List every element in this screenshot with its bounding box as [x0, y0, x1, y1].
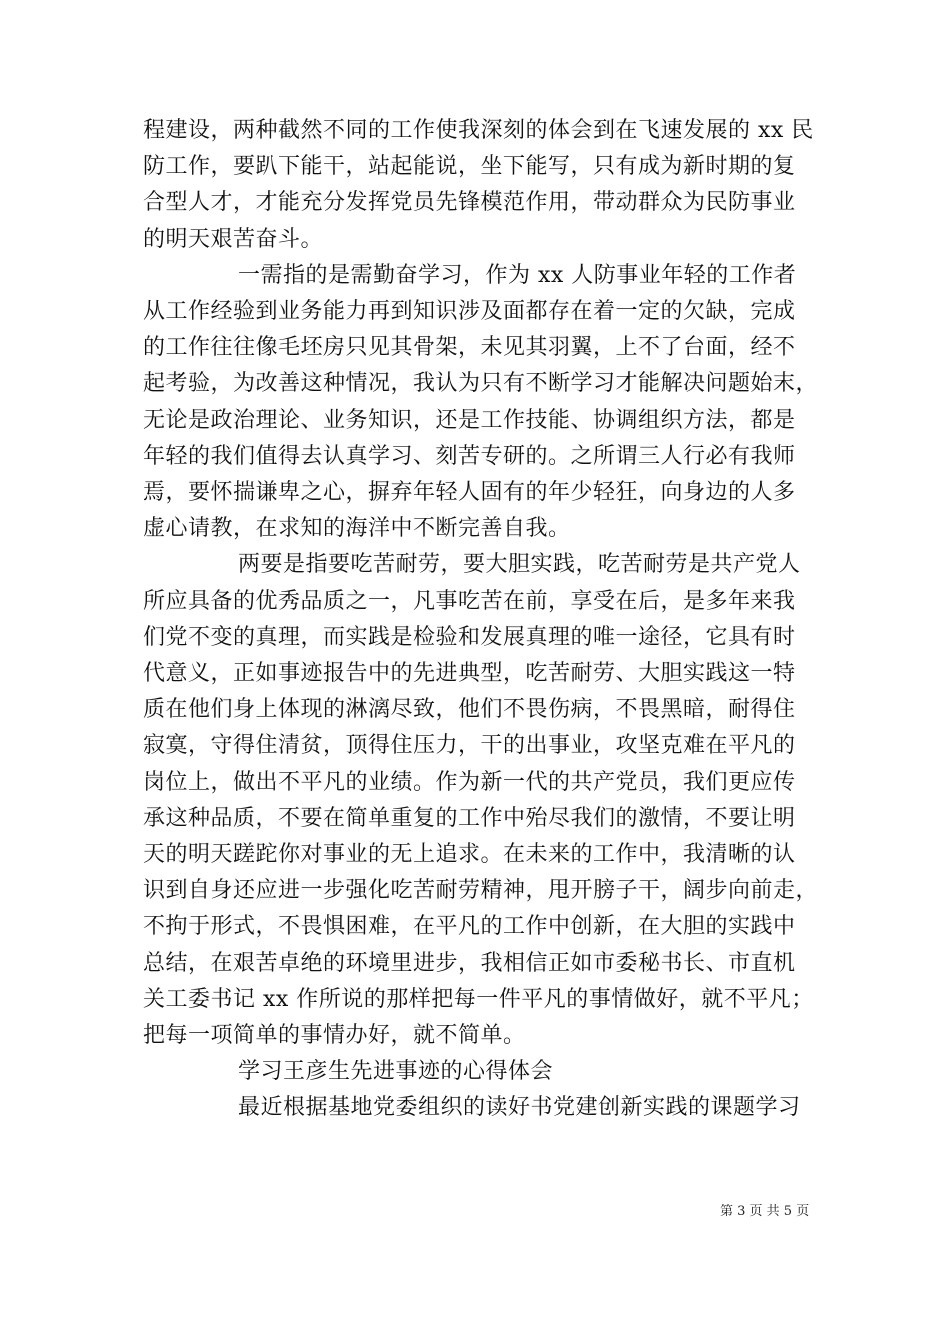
text-line: 们党不变的真理，而实践是检验和发展真理的唯一途径，它具有时	[143, 625, 796, 650]
text-line: 代意义，正如事迹报告中的先进典型，吃苦耐劳、大胆实践这一特	[143, 661, 796, 686]
text-line: 岗位上，做出不平凡的业绩。作为新一代的共产党员，我们更应传	[143, 770, 796, 795]
text-line: 不拘于形式，不畏惧困难，在平凡的工作中创新，在大胆的实践中	[143, 914, 796, 939]
text-line: 从工作经验到业务能力再到知识涉及面都存在着一定的欠缺，完成	[143, 299, 796, 324]
text-line: 合型人才，才能充分发挥党员先锋模范作用，带动群众为民防事业	[143, 190, 796, 215]
paragraph-first-line: 最近根据基地党委组织的读好书党建创新实践的课题学习	[238, 1095, 801, 1120]
text-line: 的工作往往像毛坯房只见其骨架，未见其羽翼，上不了台面，经不	[143, 335, 796, 360]
text-line: 起考验，为改善这种情况，我认为只有不断学习才能解决问题始末，	[143, 371, 819, 396]
text-line: 把每一项简单的事情办好，就不简单。	[143, 1023, 526, 1048]
text-line: 焉，要怀揣谦卑之心，摒弃年轻人固有的年少轻狂，向身边的人多	[143, 480, 796, 505]
text-line: 识到自身还应进一步强化吃苦耐劳精神，甩开膀子干，阔步向前走，	[143, 878, 819, 903]
page-number-footer: 第 3 页 共 5 页	[720, 1204, 810, 1219]
text-line: 虚心请教，在求知的海洋中不断完善自我。	[143, 516, 571, 541]
text-line: 天的明天蹉跎你对事业的无上追求。在未来的工作中，我清晰的认	[143, 842, 796, 867]
text-line: 关工委书记 xx 作所说的那样把每一件平凡的事情做好，就不平凡；	[143, 987, 814, 1012]
text-line: 所应具备的优秀品质之一，凡事吃苦在前，享受在后，是多年来我	[143, 589, 796, 614]
text-line: 无论是政治理论、业务知识，还是工作技能、协调组织方法，都是	[143, 408, 796, 433]
paragraph-first-line: 一需指的是需勤奋学习，作为 xx 人防事业年轻的工作者	[238, 263, 797, 288]
text-line: 寂寞，守得住清贫，顶得住压力，干的出事业，攻坚克难在平凡的	[143, 733, 796, 758]
paragraph-first-line: 两要是指要吃苦耐劳，要大胆实践，吃苦耐劳是共产党人	[238, 552, 801, 577]
text-line: 程建设，两种截然不同的工作使我深刻的体会到在飞速发展的 xx 民	[143, 118, 814, 143]
text-line: 承这种品质，不要在简单重复的工作中殆尽我们的激情，不要让明	[143, 806, 796, 831]
text-line: 质在他们身上体现的淋漓尽致，他们不畏伤病，不畏黑暗，耐得住	[143, 697, 796, 722]
section-title: 学习王彦生先进事迹的心得体会	[238, 1059, 554, 1084]
text-line: 的明天艰苦奋斗。	[143, 227, 324, 252]
text-line: 年轻的我们值得去认真学习、刻苦专研的。之所谓三人行必有我师	[143, 444, 796, 469]
text-line: 总结，在艰苦卓绝的环境里进步，我相信正如市委秘书长、市直机	[143, 951, 796, 976]
text-line: 防工作，要趴下能干，站起能说，坐下能写，只有成为新时期的复	[143, 154, 796, 179]
